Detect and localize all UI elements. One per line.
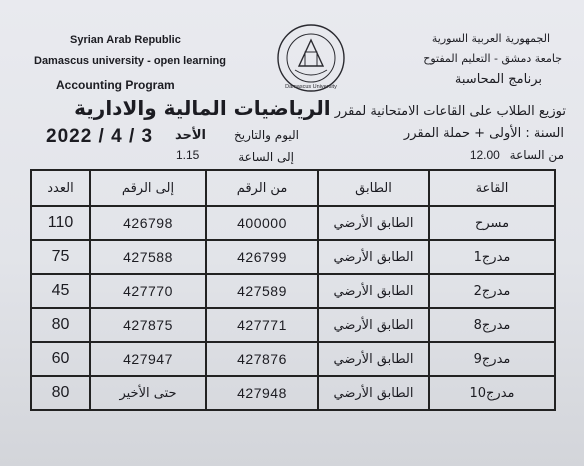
header-ar-program: برنامج المحاسبة (454, 72, 542, 87)
document-title (74, 96, 566, 120)
to-time-value: 1.15 (176, 148, 200, 162)
year-info (404, 126, 564, 141)
cell-from: 400000 (206, 206, 318, 240)
year-value: الأولى (489, 126, 522, 141)
cell-hall: مدرج9 (429, 342, 555, 376)
cell-count: 75 (31, 240, 90, 274)
cell-floor: الطابق الأرضي (318, 308, 429, 342)
exam-date (46, 126, 153, 148)
header-ar-university: جامعة دمشق - التعليم المفتوح (423, 52, 562, 65)
cell-to: 427947 (90, 342, 206, 376)
from-time (470, 148, 564, 162)
table-row (31, 376, 555, 410)
cell-hall: مدرج8 (429, 308, 555, 342)
seal-text: Damascus University (285, 84, 337, 90)
day-value: الأحد (174, 128, 206, 143)
from-time-label: من الساعة (509, 148, 564, 162)
cell-count: 60 (31, 342, 90, 376)
cell-count: 45 (31, 274, 90, 308)
cell-from: 427876 (206, 342, 318, 376)
header-from: من الرقم (206, 170, 318, 206)
cell-floor: الطابق الأرضي (318, 206, 429, 240)
table-row (31, 308, 555, 342)
to-time-label: إلى الساعة (238, 150, 294, 164)
header-ar-country: الجمهورية العربية السورية (431, 32, 550, 45)
title-subject: الرياضيات المالية والادارية (74, 96, 331, 120)
cell-from: 426799 (206, 240, 318, 274)
cell-count: 110 (31, 206, 90, 240)
header-floor: الطابق (318, 170, 429, 206)
cell-floor: الطابق الأرضي (318, 274, 429, 308)
course-label: + حملة المقرر (403, 126, 486, 141)
cell-hall: مدرج2 (429, 274, 555, 308)
cell-to: 426798 (90, 206, 206, 240)
exam-date-text: 2022 / 4 / 3 (46, 126, 154, 147)
cell-from: 427948 (206, 376, 318, 410)
header-count: العدد (31, 170, 90, 206)
cell-hall: مسرح (429, 206, 555, 240)
title-lead: توزيع الطلاب على القاعات الامتحانية لمقرر (334, 104, 566, 119)
cell-count: 80 (31, 308, 90, 342)
table-header-row (31, 170, 555, 206)
table-row (31, 206, 555, 240)
cell-from: 427771 (206, 308, 318, 342)
header-to: إلى الرقم (90, 170, 206, 206)
cell-hall: مدرج1 (429, 240, 555, 274)
cell-to: 427770 (90, 274, 206, 308)
from-time-value: 12.00 (469, 148, 500, 162)
table-row (31, 342, 555, 376)
cell-to: 427588 (90, 240, 206, 274)
cell-to: حتى الأخير (90, 376, 206, 410)
cell-floor: الطابق الأرضي (318, 376, 429, 410)
year-label: السنة : (525, 126, 564, 141)
table-row (31, 240, 555, 274)
cell-from: 427589 (206, 274, 318, 308)
cell-floor: الطابق الأرضي (318, 342, 429, 376)
cell-floor: الطابق الأرضي (318, 240, 429, 274)
cell-hall: مدرج10 (429, 376, 555, 410)
university-seal-logo (275, 22, 347, 94)
header-en-university: Damascus university - open learning (34, 55, 226, 67)
header-hall: القاعة (429, 170, 555, 206)
header-en-country: Syrian Arab Republic (70, 34, 181, 46)
header-en-program: Accounting Program (56, 78, 175, 92)
cell-count: 80 (31, 376, 90, 410)
hall-distribution-table (30, 169, 556, 411)
day-date-label: اليوم والتاريخ (234, 128, 299, 142)
table-row (31, 274, 555, 308)
cell-to: 427875 (90, 308, 206, 342)
